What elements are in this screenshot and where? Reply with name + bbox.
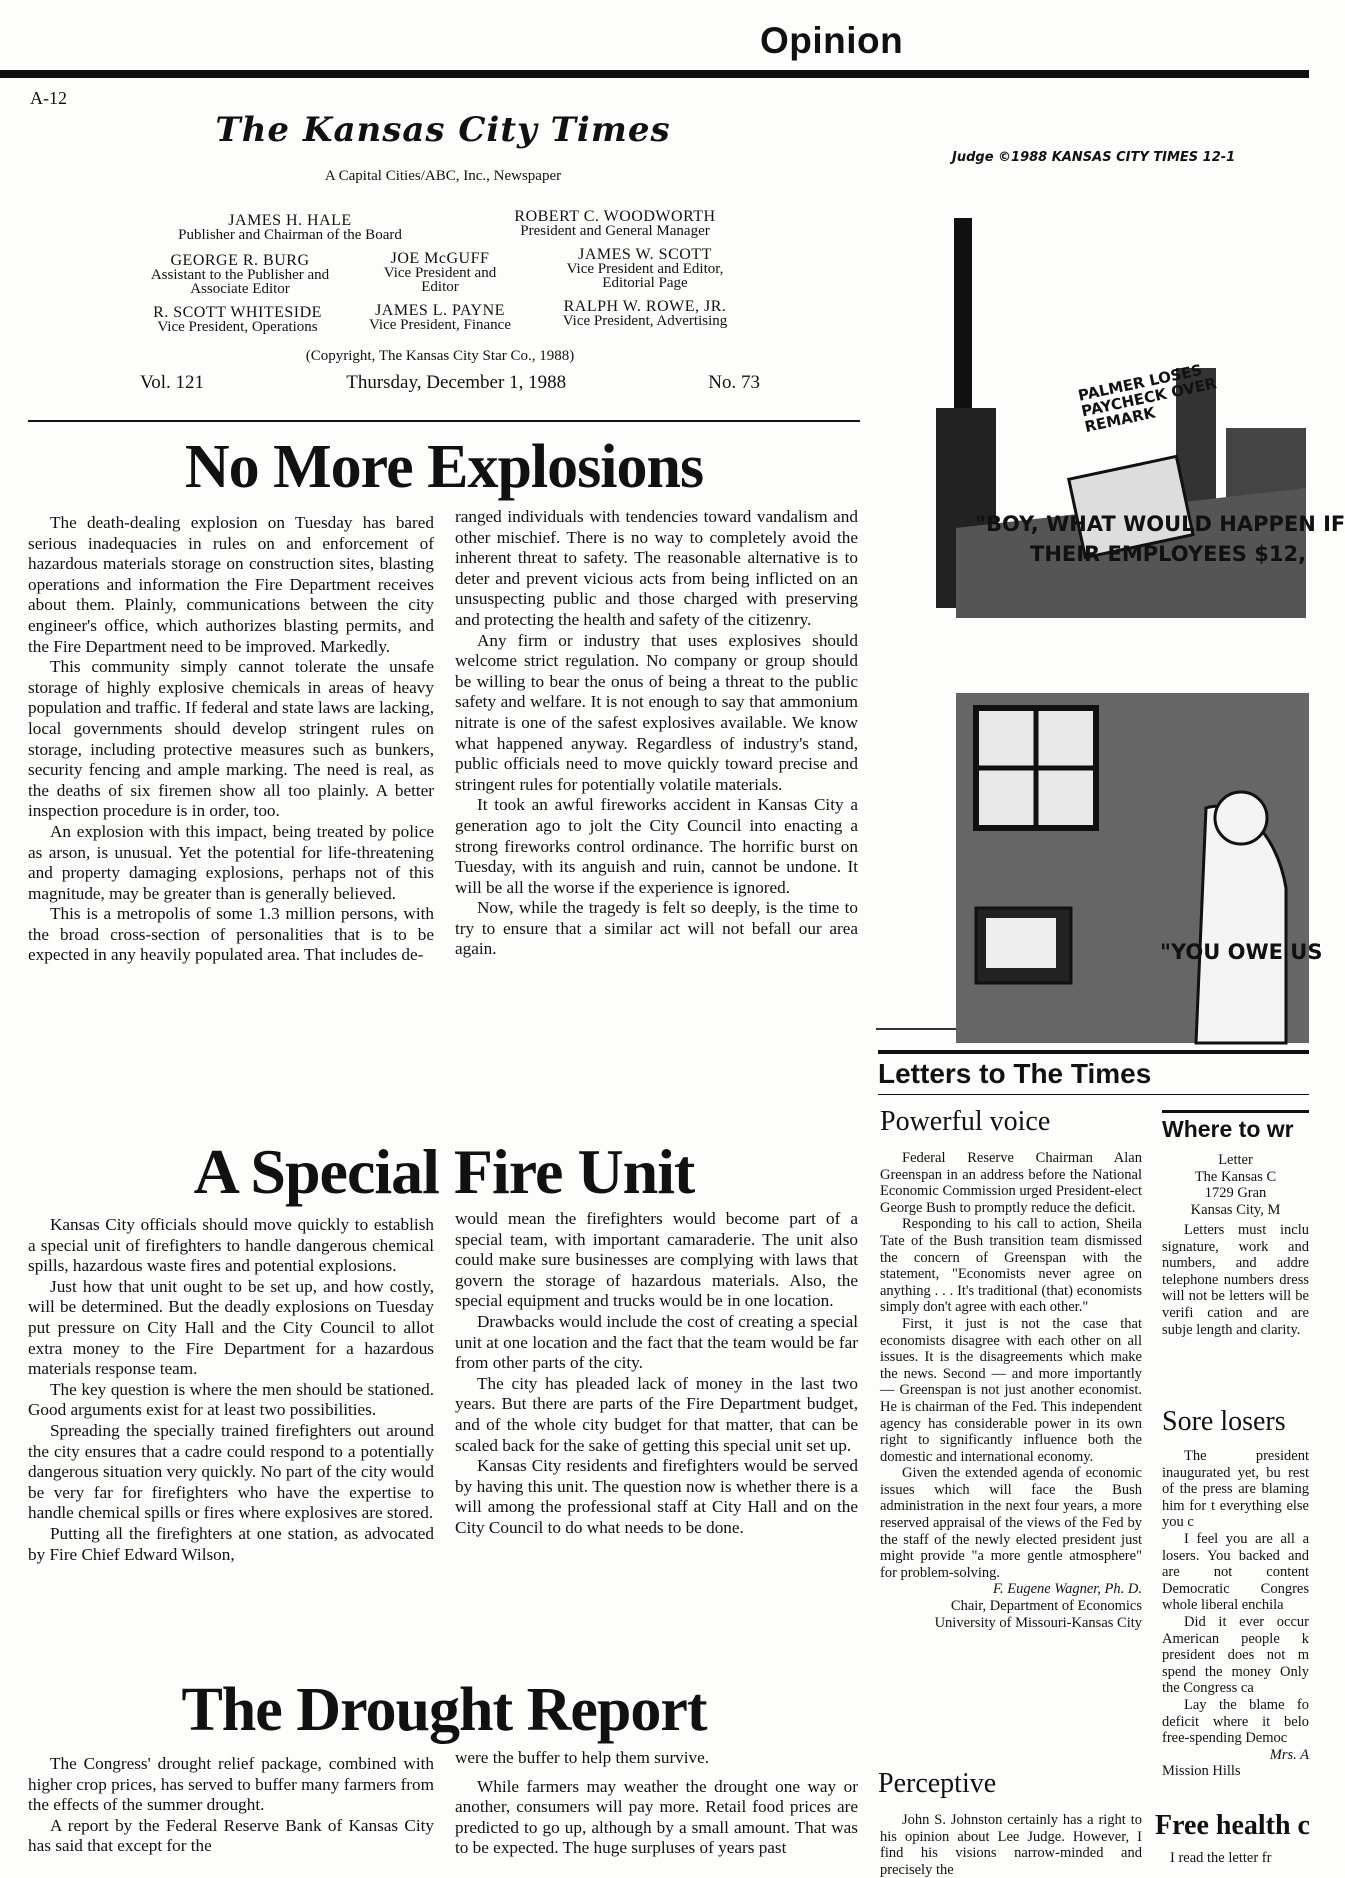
issue-date: Thursday, December 1, 1988 — [346, 372, 567, 393]
article-column — [28, 1215, 434, 1565]
cartoon-caption-1: "BOY, WHAT WOULD HAPPEN IF — [975, 512, 1345, 536]
letter-affiliation: Chair, Department of Economics — [950, 1598, 1142, 1615]
staff-entry: ROBERT C. WOODWORTH President and General Manager — [514, 208, 716, 239]
paragraph: This community simply cannot tolerate the unsafe storage of highly explosive chemicals in areas of heavy population and traffic. If federal and state laws are lacking, local governments should develop stringent rules on storage, including protective measures such as bunkers, security fencing and ample marking. The need is real, as the deaths of six firemen show all too plainly. A better inspection procedure is in order, too. — [28, 657, 434, 821]
paragraph: An explosion with this impact, being treated by police as arson, is unusual. Yet the potential for life-threatening and property damaging explosions, perhaps not of this magnitude, may be greater than is generally believed. — [28, 821, 434, 903]
volume-row — [140, 372, 760, 394]
staff-entry: JAMES H. HALE Publisher and Chairman of the Board — [178, 212, 402, 243]
paragraph: Just how that unit ought to be set up, and how costly, will be determined. But the deadly explosions on Tuesday put pressure on City Hall and the City Council to allot extra money to the Fire Department for a hazardous materials response team. — [28, 1276, 434, 1379]
paragraph: Spreading the specially trained firefighters out around the city ensures that a cadre could respond to a potentially dangerous situation very quickly. No part of the city would be very far for firefighters who have the expertise to handle chemical spills or fires where explosives are stored. — [28, 1420, 434, 1523]
headline-drought: The Drought Report — [181, 1676, 707, 1744]
editorial-cartoon — [876, 108, 1345, 1030]
paragraph: Putting all the firefighters at one station, as advocated by Fire Chief Edward Wilson, — [28, 1523, 434, 1564]
paragraph: Given the extended agenda of economic issues which will face the Bush administration in the next four years, a more reserved appraisal of the views of the Fed by the staff of the newly elected president just might provide "a more gentle atmosphere" for problem-solving. — [880, 1465, 1142, 1581]
staff-entry: GEORGE R. BURG Assistant to the Publisher and Associate Editor — [150, 252, 330, 297]
letter-body — [880, 1150, 1142, 1631]
paragraph: While farmers may weather the drought one way or another, consumers will pay more. Retail food prices are predicted to go up, although by a small amount. That was to be expected. The huge surpluses of years past — [455, 1776, 858, 1858]
paragraph: It took an awful fireworks accident in Kansas City a generation ago to jolt the City Council into enacting a strong fireworks control ordinance. The horrific burst on Tuesday, with its anguish and ruin, cannot be undone. It will be all the worse if the experience is ignored. — [455, 795, 858, 897]
issue-number: No. 73 — [708, 372, 760, 393]
article-column — [455, 507, 858, 960]
masthead — [28, 110, 858, 185]
top-rule — [0, 70, 1309, 78]
letter-title: Powerful voice — [880, 1106, 1051, 1137]
article-column — [28, 513, 434, 966]
cartoon-signature: Judge ©1988 KANSAS CITY TIMES 12-1 — [952, 150, 1236, 165]
paragraph: ranged individuals with tendencies toward vandalism and other mischief. There is no way to completely avoid the inherent threat to safety. The reasonable alternative is to deter and prevent vicious acts from being inflicted on an unsuspecting public and those charged with preserving and protecting the health and safety of the citizenry. — [455, 507, 858, 629]
volume: Vol. 121 — [140, 372, 205, 393]
address-block: Letter The Kansas C 1729 Gran Kansas City, M — [1190, 1152, 1281, 1218]
letter-affiliation: University of Missouri-Kansas City — [934, 1614, 1142, 1631]
paragraph: Any firm or industry that uses explosives should welcome strict regulation. No company or group should be willing to bear the onus of being a threat to the public safety and welfare. It is not enough to say that ammonium nitrate is one of the safest explosives available. We know what happened anyway. Regardless of industry's stand, public officials need to move quickly toward precise and stringent rules for potentially volatile materials. — [455, 630, 858, 794]
paragraph: The key question is where the men should be stationed. Good arguments exist for at least two possibilities. — [28, 1379, 434, 1420]
page-number: A-12 — [30, 88, 67, 108]
paragraph: The Congress' drought relief package, combined with higher crop prices, has served to buffer many farmers from the effects of the summer drought. — [28, 1754, 434, 1815]
article-column — [455, 1209, 858, 1539]
article-column — [455, 1748, 858, 1859]
headline-fire-unit: A Special Fire Unit — [193, 1136, 695, 1207]
cartoon-sign-text: PALMER LOSES PAYCHECK OVER REMARK — [1076, 360, 1219, 437]
paragraph: would mean the firefighters would become part of a special team, with important camaraderie. The unit also could make sure businesses are complying with laws that govern the storage of hazardous materials. Also, the special equipment and trucks would be in one location. — [455, 1209, 858, 1311]
letters-rule-bottom — [878, 1094, 1309, 1095]
letters-rule — [878, 1050, 1309, 1054]
letter-body: I read the letter fr — [1170, 1850, 1272, 1866]
paragraph: The city has pleaded lack of money in the last two years. But there are parts of the Fire Department budget, and of the whole city budget for that matter, that can be scaled back for the sake of getting this special unit set up. — [455, 1373, 858, 1455]
paragraph: were the buffer to help them survive. — [455, 1748, 710, 1767]
letter-title: Free health c — [1155, 1810, 1310, 1841]
paragraph: Kansas City residents and firefighters would be served by having this unit. The question now is whether there is a will among the professional staff at City Hall and on the City Council to do what needs to be done. — [455, 1456, 858, 1537]
letter-body — [880, 1812, 1142, 1878]
letter-body: The president inaugurated yet, bu rest of the press are blaming him for t everything else you c I feel you are all a losers. You backed and are not content Democratic Congres whole liberal enchila Did it ever occur American people k president does not m spend the money Only the Congress ca Lay the blame fo deficit where it belo free-spending Democ Mrs. A Mission Hills — [1162, 1448, 1309, 1780]
masthead-title: The Kansas City Times — [215, 110, 671, 150]
letter-title: Sore losers — [1162, 1406, 1286, 1437]
paragraph: This is a metropolis of some 1.3 million persons, with the broad cross-section of personalities that is to be expected in any heavily populated area. That includes de- — [28, 904, 434, 965]
article-column — [28, 1754, 434, 1857]
paragraph: The death-dealing explosion on Tuesday has bared serious inadequacies in rules on and enforcement of hazardous materials storage on construction sites, blasting operations and information the Fire Department receives about them. Plainly, communications between the city engineer's office, which authorizes blasting permits, and the Fire Department need to be improved. Markedly. — [28, 513, 434, 656]
letters-title: Letters to The Times — [878, 1058, 1152, 1089]
paragraph: Kansas City officials should move quickly to establish a special unit of firefighters to handle dangerous chemical spills, hazardous waste fires and potential explosions. — [28, 1215, 434, 1276]
where-to-write-body: Letters must inclu signature, work and numbers, and addre telephone numbers dress will not be letters will be verifi cation and are subje length and clarity. — [1162, 1222, 1309, 1338]
cartoon-drawing — [876, 108, 1345, 1028]
paragraph: A report by the Federal Reserve Bank of Kansas City has said that except for the — [28, 1815, 434, 1856]
headline-explosions: No More Explosions — [184, 433, 704, 501]
letter-title: Perceptive — [878, 1768, 997, 1799]
paragraph: John S. Johnston certainly has a right to his opinion about Lee Judge. However, I find his visions narrow-minded and precisely the — [880, 1812, 1142, 1878]
staff-entry: R. SCOTT WHITESIDE Vice President, Operations — [153, 304, 322, 335]
staff-entry: JOE McGUFF Vice President and Editor — [383, 250, 497, 295]
column-rule — [1162, 1110, 1309, 1113]
staff-entry: JAMES L. PAYNE Vice President, Finance — [369, 302, 511, 333]
paragraph: Now, while the tragedy is felt so deeply, is the time to try to ensure that a similar act will not befall our area again. — [455, 898, 858, 959]
paragraph: Federal Reserve Chairman Alan Greenspan in an address before the National Economic Commission urged President-elect George Bush to promptly reduce the deficit. — [880, 1150, 1142, 1216]
letter-signature: F. Eugene Wagner, Ph. D. — [992, 1581, 1142, 1598]
section-header: Opinion — [760, 20, 904, 61]
staff-entry: JAMES W. SCOTT Vice President and Editor, Editorial Page — [566, 246, 724, 291]
masthead-subtitle: A Capital Cities/ABC, Inc., Newspaper — [324, 168, 562, 184]
paragraph: First, it just is not the case that economists disagree with each other on all issues. It is the disagreements which make the news. Second — and more importantly — Greenspan is not just another economist. He is chairman of the Fed. This independent agency has considerable power in its own right to significantly influence both the domestic and international economy. — [880, 1315, 1142, 1465]
staff-entry: RALPH W. ROWE, JR. Vice President, Advertising — [562, 298, 728, 329]
paragraph: Drawbacks would include the cost of creating a special unit at one location and the fact that the team would be far from other parts of the city. — [455, 1311, 858, 1373]
masthead-rule — [28, 420, 860, 422]
where-to-write-title: Where to wr — [1162, 1116, 1294, 1142]
copyright: (Copyright, The Kansas City Star Co., 1988) — [305, 348, 575, 364]
cartoon-caption-3: "YOU OWE US — [1160, 940, 1323, 964]
paragraph: Responding to his call to action, Sheila Tate of the Bush transition team dismissed the concern of Greenspan with the statement, "Economists never agree on anything . . . It's traditional (that) economists simply don't agree with each other." — [880, 1216, 1142, 1316]
cartoon-caption-2: THEIR EMPLOYEES $12, — [1030, 542, 1307, 566]
